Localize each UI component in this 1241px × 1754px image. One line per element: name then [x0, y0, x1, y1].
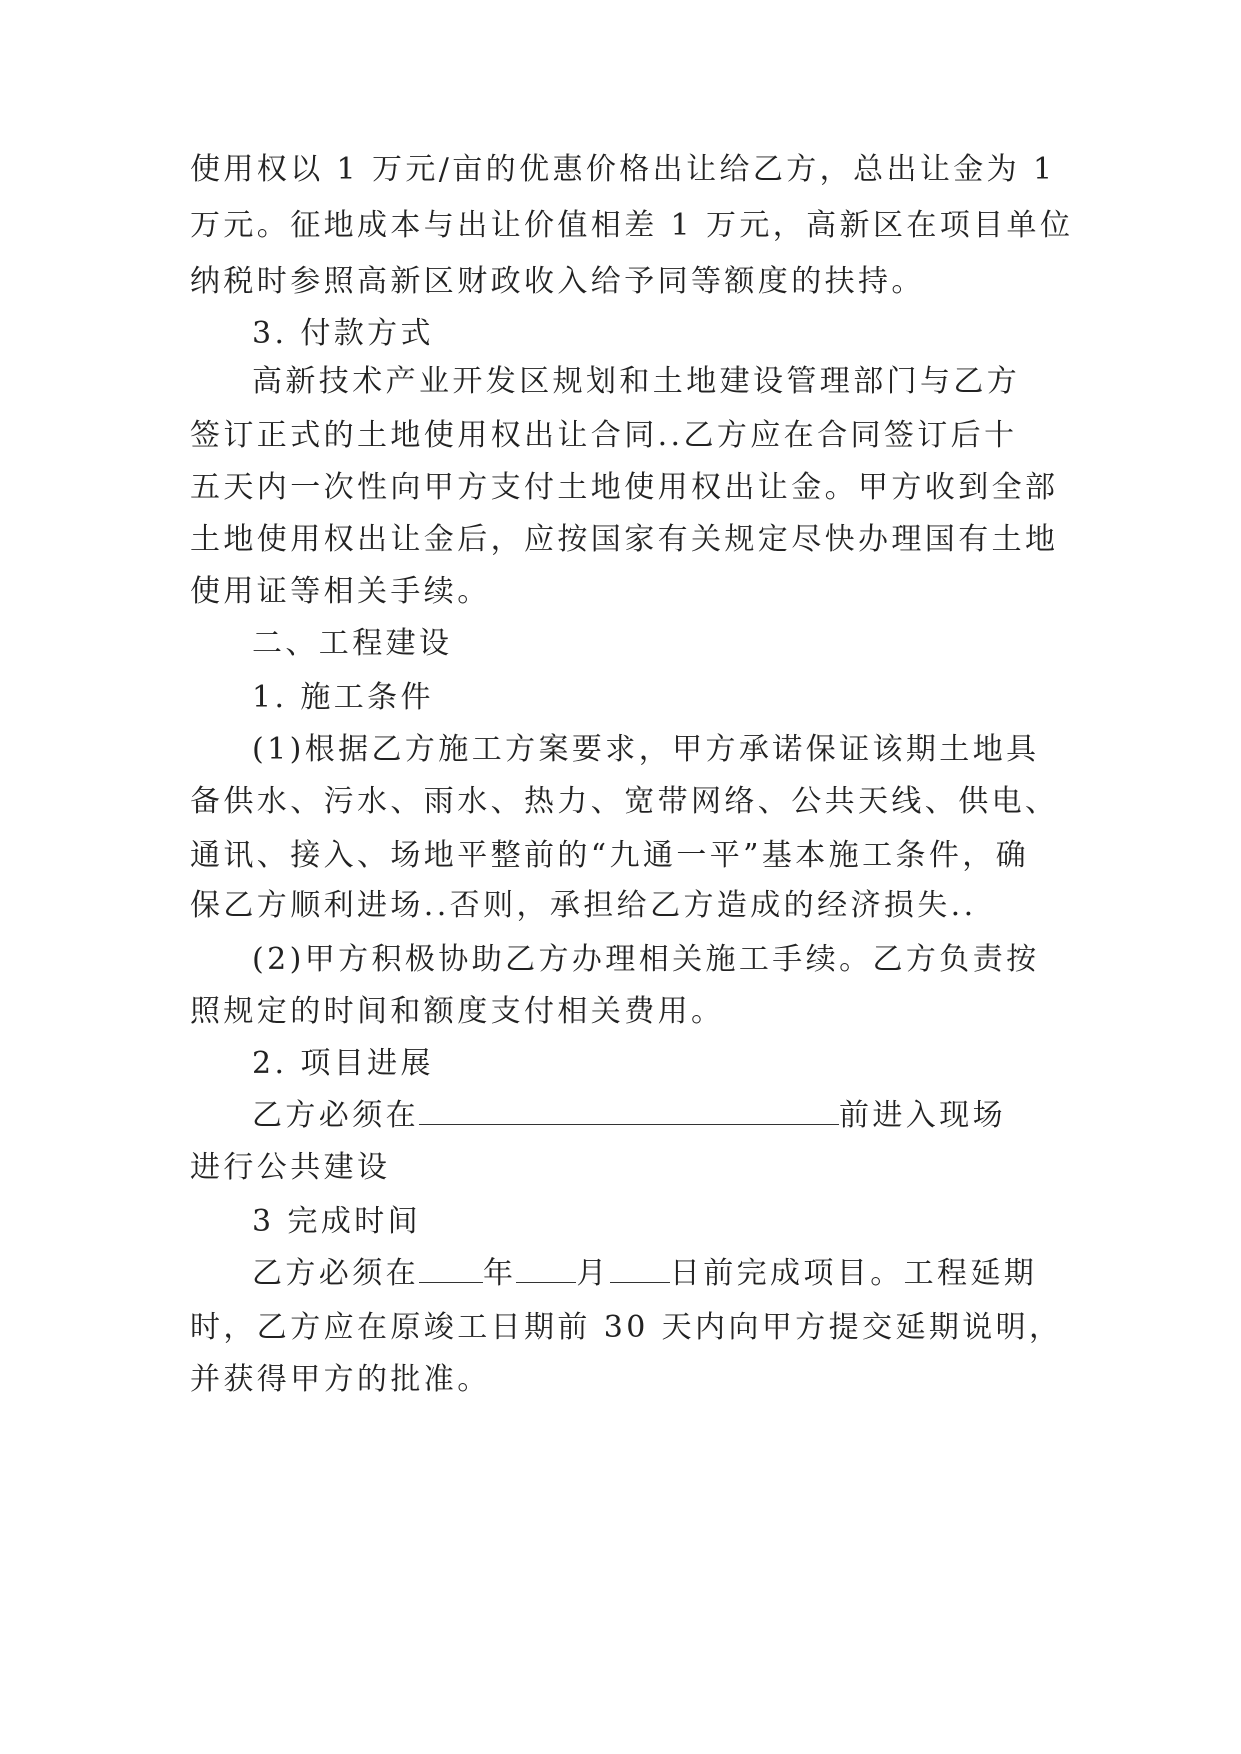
paragraph-line: 使用证等相关手续。	[190, 574, 491, 609]
day-blank	[610, 1254, 670, 1283]
paragraph-line: (1)根据乙方施工方案要求，甲方承诺保证该期土地具	[252, 732, 1040, 767]
completion-deadline-line	[252, 1254, 1037, 1294]
paragraph-line: 万元。征地成本与出让价值相差 1 万元，高新区在项目单位	[190, 208, 1074, 243]
paragraph-line: 时，乙方应在原竣工日期前 30 天内向甲方提交延期说明，	[190, 1310, 1063, 1345]
subsection-heading: 1. 施工条件	[252, 680, 434, 715]
year-label: 年	[483, 1256, 517, 1291]
section-heading: 3. 付款方式	[252, 316, 434, 351]
paragraph-line: 签订正式的土地使用权出让合同..乙方应在合同签订后十	[190, 418, 1018, 453]
entry-prefix: 乙方必须在	[252, 1098, 419, 1133]
month-blank	[516, 1254, 576, 1283]
section-heading: 二、工程建设	[252, 626, 453, 661]
year-blank	[419, 1254, 483, 1283]
paragraph-line: 纳税时参照高新区财政收入给予同等额度的扶持。	[190, 264, 925, 299]
completion-prefix: 乙方必须在	[252, 1256, 419, 1291]
paragraph-line: 五天内一次性向甲方支付土地使用权出让金。甲方收到全部	[190, 470, 1059, 505]
paragraph-line: 通讯、接入、场地平整前的“九通一平”基本施工条件，确	[190, 838, 1030, 873]
subsection-heading: 2. 项目进展	[252, 1046, 434, 1081]
entry-suffix: 前进入现场	[839, 1098, 1006, 1133]
paragraph-line: 保乙方顺利进场..否则，承担给乙方造成的经济损失..	[190, 888, 977, 923]
month-label: 月	[576, 1256, 610, 1291]
entry-deadline-line	[252, 1096, 1006, 1136]
completion-suffix: 日前完成项目。工程延期	[669, 1256, 1038, 1291]
subsection-heading: 3 完成时间	[252, 1204, 422, 1239]
paragraph-line: 高新技术产业开发区规划和土地建设管理部门与乙方	[252, 364, 1021, 399]
paragraph-line: (2)甲方积极协助乙方办理相关施工手续。乙方负责按	[252, 942, 1040, 977]
entry-date-blank	[419, 1096, 839, 1125]
paragraph-line: 使用权以 1 万元/亩的优惠价格出让给乙方，总出让金为 1	[190, 152, 1056, 187]
paragraph-line: 进行公共建设	[190, 1150, 391, 1185]
paragraph-line: 土地使用权出让金后，应按国家有关规定尽快办理国有土地	[190, 522, 1059, 557]
paragraph-line: 备供水、污水、雨水、热力、宽带网络、公共天线、供电、	[190, 784, 1059, 819]
paragraph-line: 并获得甲方的批准。	[190, 1362, 491, 1397]
paragraph-line: 照规定的时间和额度支付相关费用。	[190, 994, 725, 1029]
